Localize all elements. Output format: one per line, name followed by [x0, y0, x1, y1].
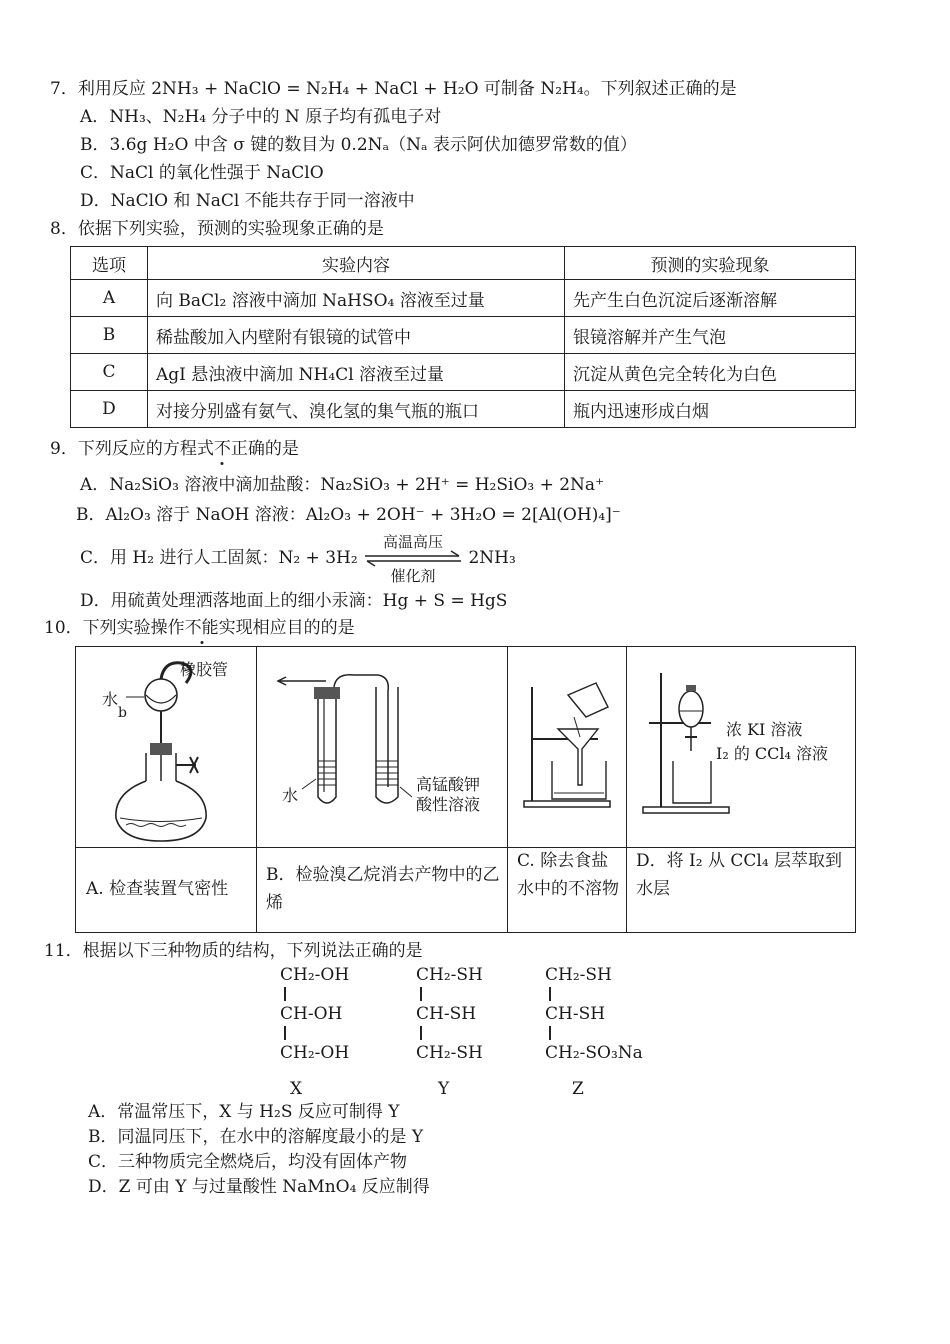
q11-option-b: B．同温同压下，在水中的溶解度最小的是 Y: [88, 1127, 424, 1147]
q8-stem: 8．依据下列实验，预测的实验现象正确的是: [50, 219, 384, 239]
label-i2-ccl4: I₂ 的 CCl₄ 溶液: [716, 744, 829, 763]
q10-stem: [44, 617, 355, 639]
label-kmno4-line2: 酸性溶液: [416, 795, 481, 814]
table-cell: A: [71, 280, 148, 317]
q9-stem: [50, 438, 299, 460]
label-ki-solution: 浓 KI 溶液: [726, 720, 803, 739]
grid-divider: [507, 647, 508, 932]
apparatus-c-figure: [516, 677, 621, 812]
apparatus-a-figure: [86, 653, 251, 843]
structure-z-line2: CH-SH: [545, 1004, 606, 1024]
q9-option-c: [80, 533, 516, 585]
table-cell: 稀盐酸加入内壁附有银镜的试管中: [148, 317, 565, 354]
q10-caption-b: B．检验溴乙烷消去产物中的乙烯: [266, 865, 500, 913]
table-cell: C: [71, 354, 148, 391]
q7-option-a: A．NH₃、N₂H₄ 分子中的 N 原子均有孤电子对: [80, 107, 442, 127]
q11-stem: 11．根据以下三种物质的结构，下列说法正确的是: [44, 941, 423, 961]
q10-caption-a: A. 检查装置气密性: [86, 879, 229, 899]
reaction-condition-top: 高温高压: [383, 533, 444, 551]
reaction-arrow: [363, 533, 463, 585]
q7-option-c: C．NaCl 的氧化性强于 NaClO: [80, 163, 324, 183]
table-header: 实验内容: [148, 247, 565, 280]
table-cell: 沉淀从黄色完全转化为白色: [565, 354, 856, 391]
table-row: [71, 280, 856, 317]
structure-name-y: Y: [438, 1079, 450, 1099]
label-water-a: 水: [102, 690, 119, 709]
q11-option-c: C．三种物质完全燃烧后，均没有固体产物: [88, 1152, 408, 1172]
structure-x-line2: CH-OH: [280, 1004, 343, 1024]
q11-option-d: D．Z 可由 Y 与过量酸性 NaMnO₄ 反应制得: [88, 1177, 430, 1197]
table-cell: AgI 悬浊液中滴加 NH₄Cl 溶液至过量: [148, 354, 565, 391]
q11-option-a: A．常温常压下，X 与 H₂S 反应可制得 Y: [88, 1102, 400, 1122]
label-rubber-tube: 橡胶管: [180, 660, 229, 679]
structure-name-z: Z: [572, 1079, 584, 1099]
structure-z-line1: CH₂-SH: [545, 965, 612, 985]
q9-option-d: D．用硫黄处理洒落地面上的细小汞滴：Hg + S = HgS: [80, 591, 508, 611]
q10-stem-post: 实现相应目的的是: [218, 618, 355, 638]
table-cell: 先产生白色沉淀后逐渐溶解: [565, 280, 856, 317]
label-kmno4-line1: 高锰酸钾: [416, 775, 481, 794]
q10-caption-c: C. 除去食盐水中的不溶物: [517, 851, 619, 899]
q9-option-c-post: 2NH₃: [468, 548, 516, 568]
bond-line: [420, 1026, 422, 1040]
q10-figure-grid: [75, 646, 856, 933]
bond-line: [549, 987, 551, 1001]
label-b: b: [118, 705, 127, 721]
table-cell: 向 BaCl₂ 溶液中滴加 NaHSO₄ 溶液至过量: [148, 280, 565, 317]
table-header: 预测的实验现象: [565, 247, 856, 280]
table-row: [71, 391, 856, 428]
bond-line: [284, 1026, 286, 1040]
table-cell: B: [71, 317, 148, 354]
grid-divider: [626, 647, 627, 932]
bond-line: [420, 987, 422, 1001]
table-cell: 银镜溶解并产生气泡: [565, 317, 856, 354]
q7-option-b: B．3.6g H₂O 中含 σ 键的数目为 0.2Nₐ（Nₐ 表示阿伏加德罗常数的值）: [80, 135, 637, 155]
q9-option-a: A．Na₂SiO₃ 溶液中滴加盐酸：Na₂SiO₃ + 2H⁺ = H₂SiO₃ + 2Na⁺: [80, 475, 605, 495]
structure-y-line1: CH₂-SH: [416, 965, 483, 985]
structure-z-line3: CH₂-SO₃Na: [545, 1043, 643, 1063]
label-water-b: 水: [282, 786, 299, 805]
bond-line: [549, 1026, 551, 1040]
q9-stem-emphasis: 不: [213, 439, 231, 459]
structure-name-x: X: [290, 1079, 303, 1099]
reaction-condition-bottom: 催化剂: [390, 567, 436, 585]
q9-stem-post: 正确的是: [230, 439, 299, 459]
structure-y-line3: CH₂-SH: [416, 1043, 483, 1063]
table-cell: 瓶内迅速形成白烟: [565, 391, 856, 428]
structure-y-line2: CH-SH: [416, 1004, 477, 1024]
q9-option-c-pre: C．用 H₂ 进行人工固氮：N₂ + 3H₂: [80, 548, 358, 568]
q9-stem-pre: 9．下列反应的方程式: [50, 439, 214, 459]
q9-option-b: B．Al₂O₃ 溶于 NaOH 溶液：Al₂O₃ + 2OH⁻ + 3H₂O = 2[Al(OH)₄]⁻: [76, 505, 621, 525]
table-header-row: [71, 247, 856, 280]
table-row: [71, 317, 856, 354]
table-cell: 对接分别盛有氨气、溴化氢的集气瓶的瓶口: [148, 391, 565, 428]
structure-y: [416, 965, 483, 1063]
q10-stem-emphasis: 不能: [184, 618, 219, 638]
structure-x: [280, 965, 349, 1063]
q8-table: [70, 246, 856, 428]
table-row: [71, 354, 856, 391]
bond-line: [284, 987, 286, 1001]
label-kmno4: [416, 775, 480, 815]
q7-option-d: D．NaClO 和 NaCl 不能共存于同一溶液中: [80, 191, 415, 211]
structure-x-line1: CH₂-OH: [280, 965, 350, 985]
table-header: 选项: [71, 247, 148, 280]
grid-divider: [256, 647, 257, 932]
q7-stem: 7．利用反应 2NH₃ + NaClO = N₂H₄ + NaCl + H₂O 可制备 N₂H₄。下列叙述正确的是: [50, 79, 737, 99]
q10-caption-d: D．将 I₂ 从 CCl₄ 层萃取到水层: [636, 851, 843, 899]
structure-x-line3: CH₂-OH: [280, 1043, 350, 1063]
structure-z: [545, 965, 643, 1063]
table-cell: D: [71, 391, 148, 428]
q10-stem-pre: 10．下列实验操作: [44, 618, 185, 638]
